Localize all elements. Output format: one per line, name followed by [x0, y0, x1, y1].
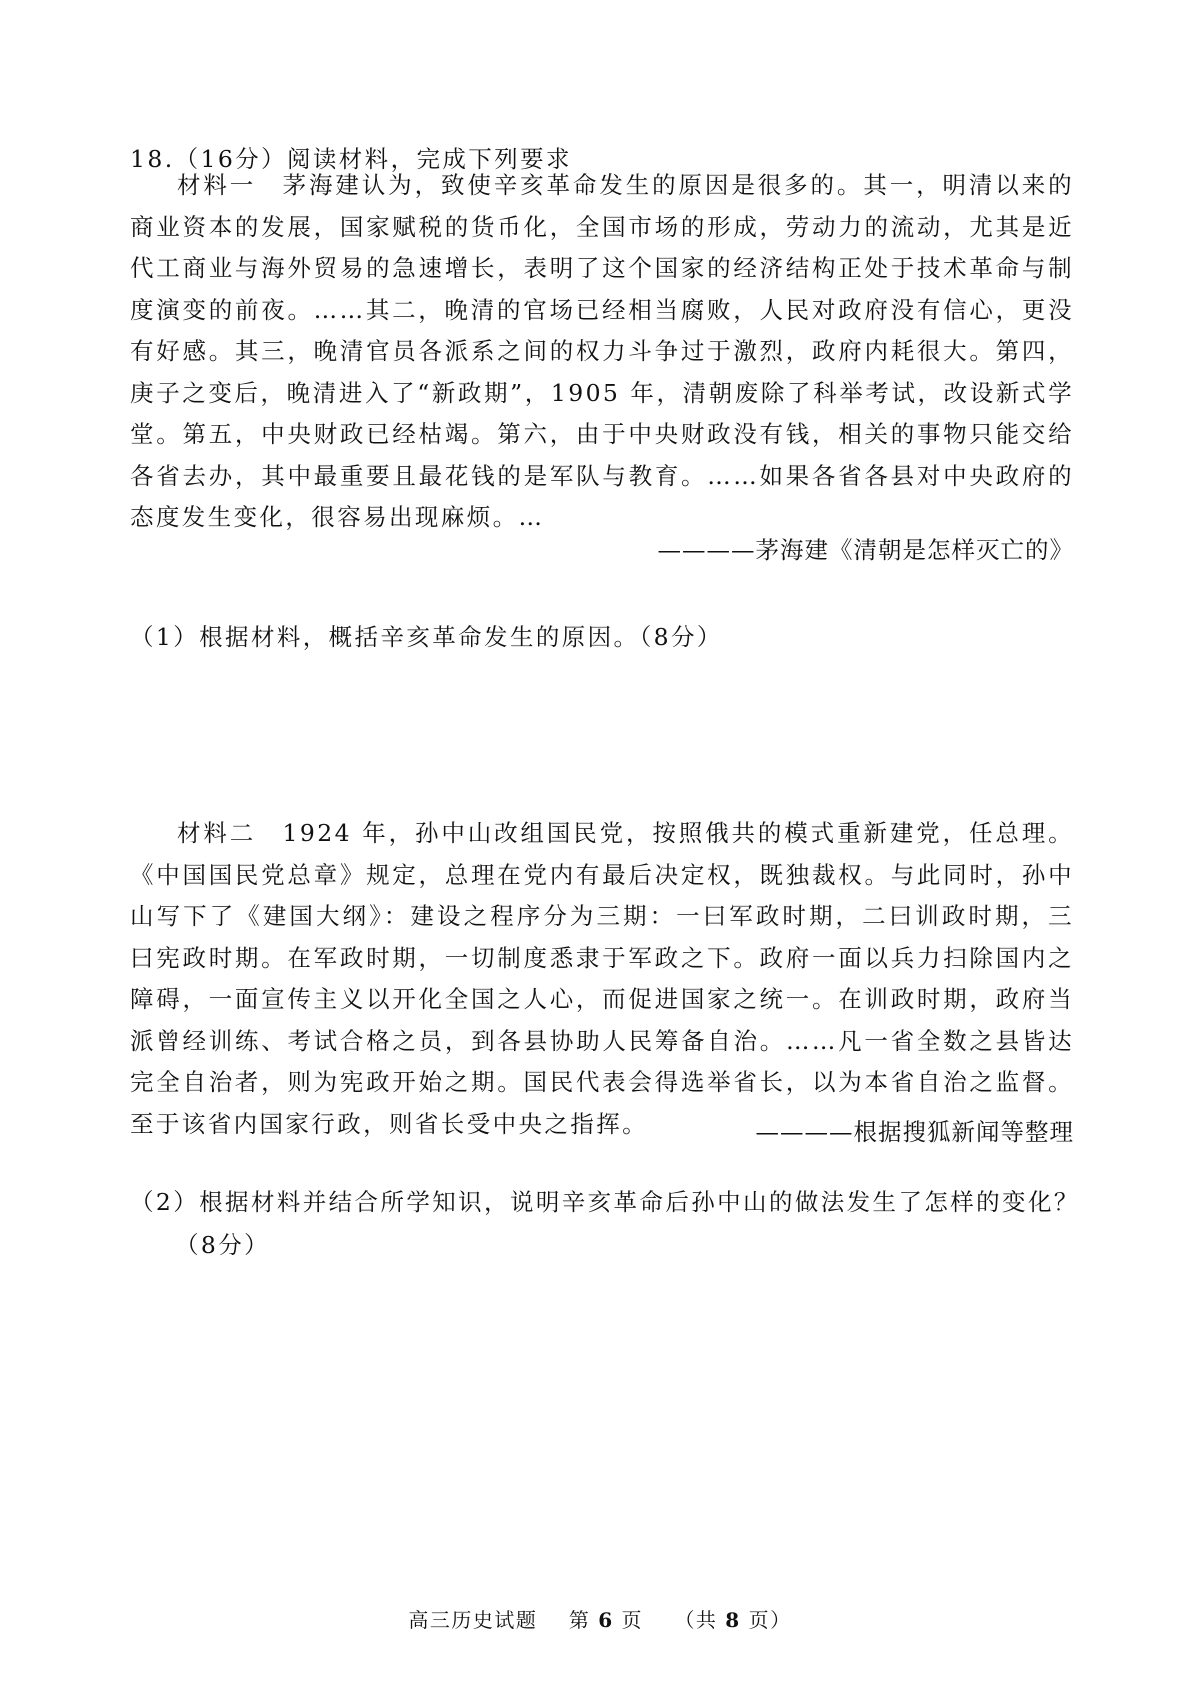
footer-total-suffix: 页）: [748, 1608, 792, 1632]
material-one: [130, 165, 1074, 539]
footer-page-suffix: 页: [621, 1608, 643, 1632]
footer-total-prefix: （共: [674, 1608, 718, 1632]
sub-question-2-score: （8分）: [175, 1231, 271, 1259]
sub-question-2: （2）根据材料并结合所学知识，说明辛亥革命后孙中山的做法发生了怎样的变化？: [130, 1188, 1080, 1216]
material-two-source: ————根据搜狐新闻等整理: [755, 1118, 1074, 1146]
material-one-source: ————茅海建《清朝是怎样灭亡的》: [657, 536, 1074, 564]
material-two-text: 材料二 1924 年，孙中山改组国民党，按照俄共的模式重新建党，任总理。《中国国民党总章》规定，总理在党内有最后决定权，既独裁权。与此同时，孙中山写下了《建国大纲》：建设之程序分为三期：一曰军政时期，二曰训政时期，三曰宪政时期。在军政时期，一切制度悉隶于军政之下。政府一面以兵力扫除国内之障碍，一面宣传主义以开化全国之人心，而促进国家之统一。在训政时期，政府当派曾经训练、考试合格之员，到各县协助人民筹备自治。……凡一省全数之县皆达完全自治者，则为宪政开始之期。国民代表会得选举省长，以为本省自治之监督。至于该省内国家行政，则省长受中央之指挥。: [130, 819, 1074, 1138]
footer-subject: 高三历史试题: [408, 1608, 538, 1632]
page-footer: [0, 1604, 1200, 1633]
question-title: 18.（16分）阅读材料，完成下列要求: [130, 145, 572, 173]
material-two: [130, 813, 1074, 1145]
footer-page-number: 6: [598, 1608, 614, 1632]
material-one-text: 材料一 茅海建认为，致使辛亥革命发生的原因是很多的。其一，明清以来的商业资本的发展，国家赋税的货币化，全国市场的形成，劳动力的流动，尤其是近代工商业与海外贸易的急速增长，表明了这个国家的经济结构正处于技术革命与制度演变的前夜。……其二，晚清的官场已经相当腐败，人民对政府没有信心，更没有好感。其三，晚清官员各派系之间的权力斗争过于激烈，政府内耗很大。第四，庚子之变后，晚清进入了“新政期”，1905 年，清朝废除了科举考试，改设新式学堂。第五，中央财政已经枯竭。第六，由于中央财政没有钱，相关的事物只能交给各省去办，其中最重要且最花钱的是军队与教育。……如果各省各县对中央政府的态度发生变化，很容易出现麻烦。…: [130, 171, 1074, 531]
sub-question-1: （1）根据材料，概括辛亥革命发生的原因。（8分）: [130, 623, 723, 651]
footer-page-prefix: 第: [568, 1608, 591, 1632]
footer-total-number: 8: [725, 1608, 741, 1632]
